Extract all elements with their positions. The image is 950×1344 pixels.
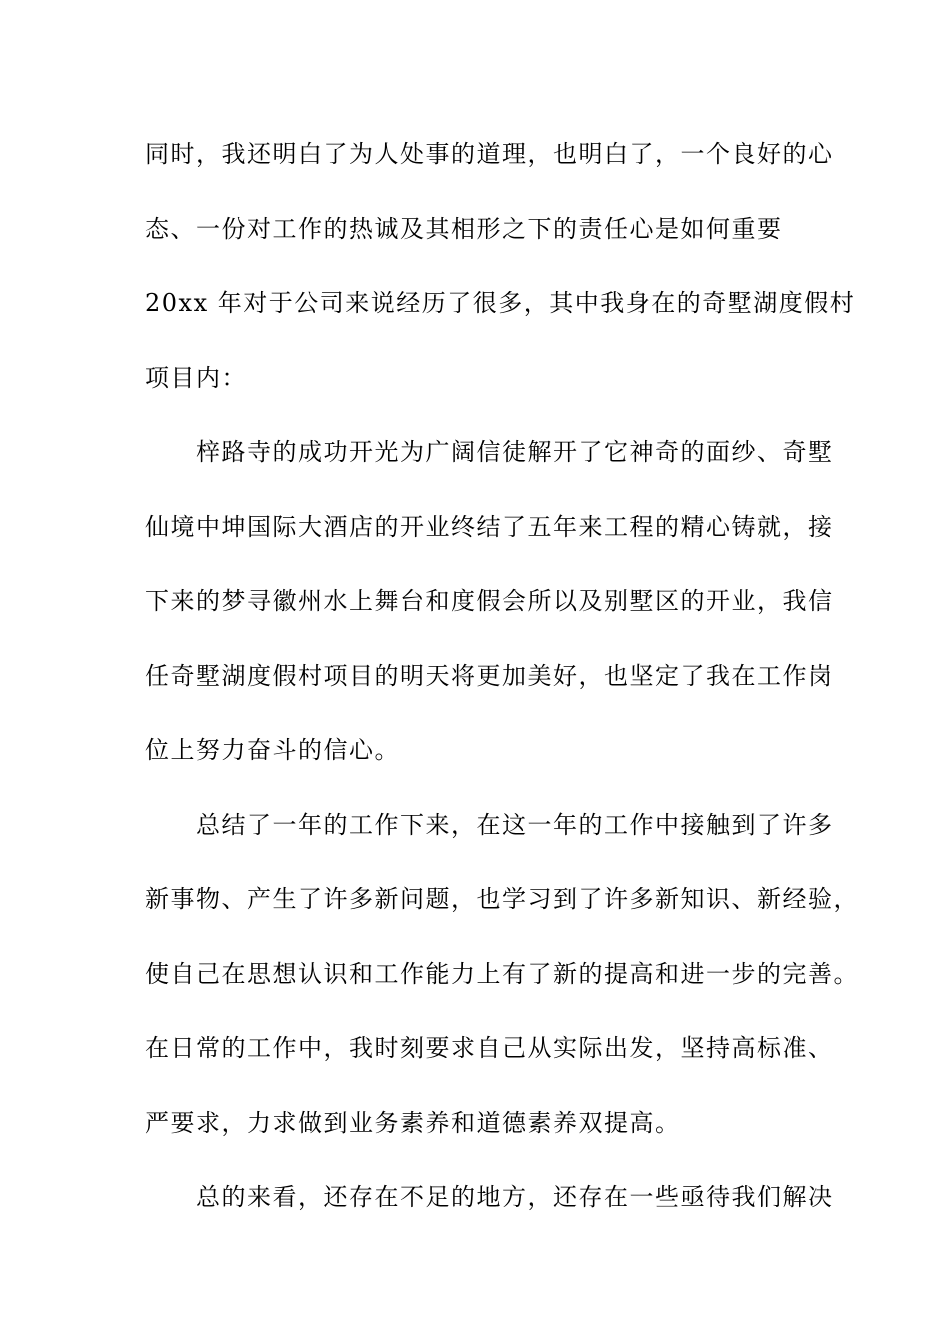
text-line: 同时，我还明白了为人处事的道理，也明白了，一个良好的心 — [145, 140, 834, 168]
text-line: 在日常的工作中，我时刻要求自己从实际出发，坚持高标准、 — [145, 1034, 834, 1062]
text-line: 项目内： — [145, 363, 247, 392]
text-line: 20xx 年对于公司来说经历了很多，其中我身在的奇墅湖度假村 — [145, 289, 856, 317]
text-line: 使自己在思想认识和工作能力上有了新的提高和进一步的完善。 — [145, 959, 859, 988]
text-line: 新事物、产生了许多新问题，也学习到了许多新知识、新经验， — [145, 885, 859, 913]
body-text — [145, 134, 859, 1252]
text-line: 总的来看，还存在不足的地方，还存在一些亟待我们解决 — [145, 1183, 834, 1211]
text-line: 梓路寺的成功开光为广阔信徒解开了它神奇的面纱、奇墅 — [145, 438, 834, 466]
text-line: 任奇墅湖度假村项目的明天将更加美好，也坚定了我在工作岗 — [145, 661, 834, 690]
text-line: 下来的梦寻徽州水上舞台和度假会所以及别墅区的开业，我信 — [145, 587, 834, 615]
text-line: 态、一份对工作的热诚及其相形之下的责任心是如何重要 — [145, 214, 783, 243]
text-line: 总结了一年的工作下来，在这一年的工作中接触到了许多 — [145, 810, 834, 839]
text-line: 仙境中坤国际大酒店的开业终结了五年来工程的精心铸就，接 — [145, 512, 834, 541]
text-line: 严要求，力求做到业务素养和道德素养双提高。 — [145, 1108, 681, 1137]
text-line: 位上努力奋斗的信心。 — [145, 736, 400, 764]
